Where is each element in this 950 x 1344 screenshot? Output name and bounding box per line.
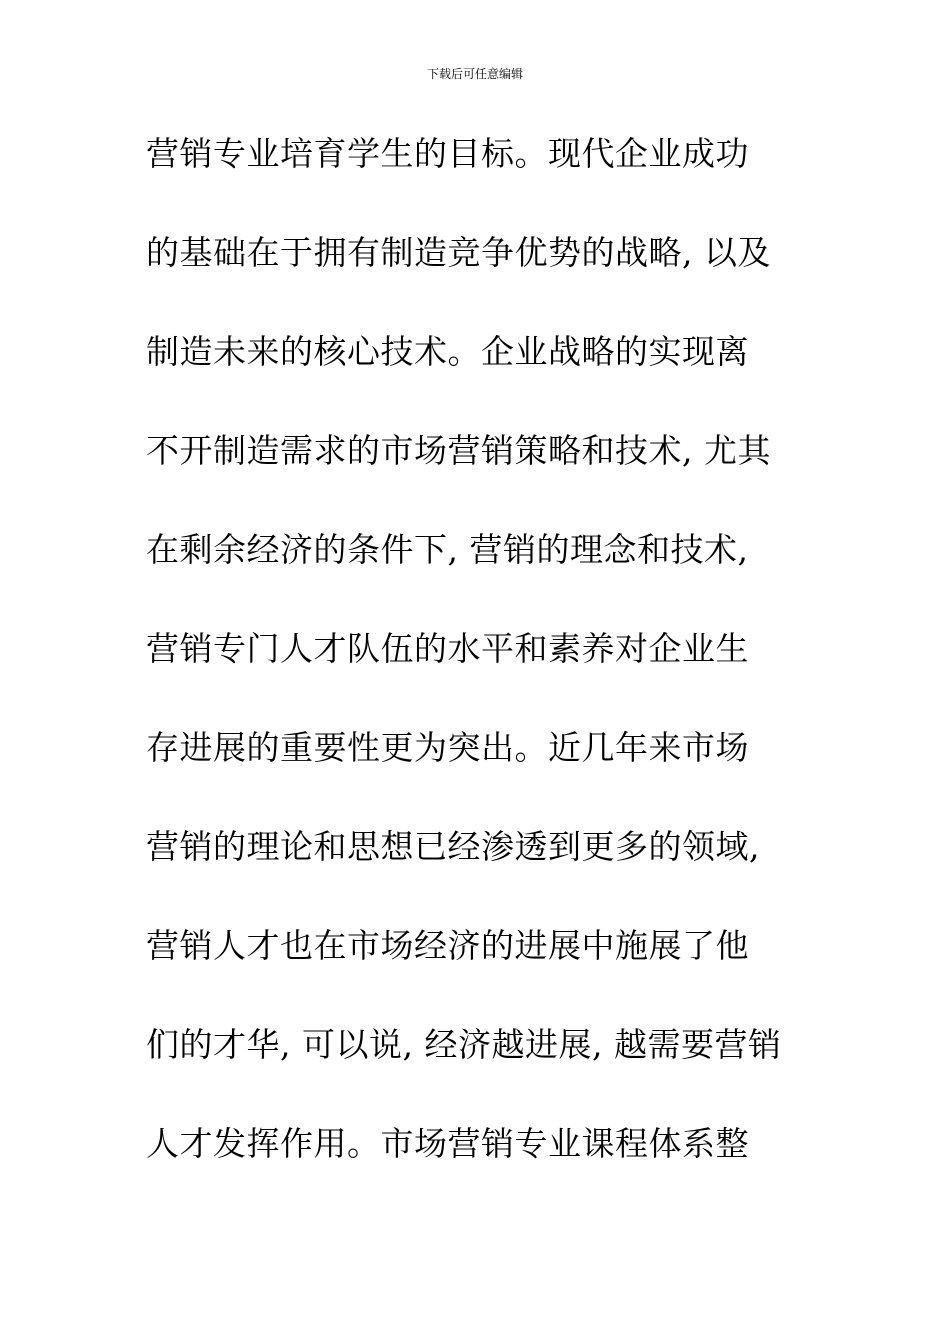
text-line: 营销的理论和思想已经渗透到更多的领域, [146, 827, 760, 866]
text-line: 的基础在于拥有制造竞争优势的战略, 以及 [146, 233, 771, 272]
text-line: 营销专业培育学生的目标。现代企业成功 [146, 134, 749, 173]
text-line: 们的才华, 可以说, 经济越进展, 越需要营销 [146, 1025, 782, 1064]
body-text [146, 124, 826, 1213]
page-header: 下载后可任意编辑 [426, 67, 523, 81]
text-line: 不开制造需求的市场营销策略和技术, 尤其 [146, 431, 771, 470]
text-line: 营销人才也在市场经济的进展中施展了他 [146, 926, 749, 965]
text-line: 存进展的重要性更为突出。近几年来市场 [146, 728, 749, 767]
text-line: 营销专门人才队伍的水平和素养对企业生 [146, 629, 749, 668]
text-line: 制造未来的核心技术。企业战略的实现离 [146, 332, 749, 371]
text-line: 人才发挥作用。市场营销专业课程体系整 [146, 1124, 749, 1163]
text-line: 在剩余经济的条件下, 营销的理念和技术, [146, 530, 749, 569]
